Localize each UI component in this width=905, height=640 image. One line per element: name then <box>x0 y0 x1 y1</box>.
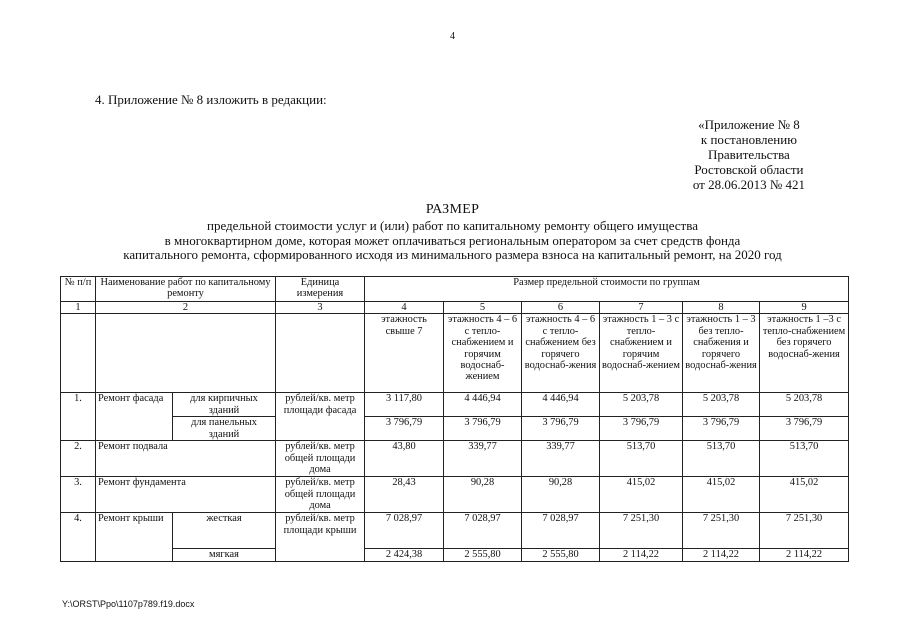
value-cell: 7 251,30 <box>683 513 760 549</box>
work-name: Ремонт фасада <box>96 393 173 441</box>
value-cell: 43,80 <box>365 441 444 477</box>
annex-line: «Приложение № 8 <box>698 117 800 132</box>
value-cell: 90,28 <box>522 477 600 513</box>
sub-type: для панельных зданий <box>173 417 276 441</box>
table-row <box>61 441 849 477</box>
group-description-row <box>61 314 849 393</box>
sub-type: для кирпичных зданий <box>173 393 276 417</box>
value-cell: 3 796,79 <box>760 417 849 441</box>
header-unit: Единица измерения <box>276 277 365 302</box>
column-number: 1 <box>61 302 96 314</box>
table-row <box>61 549 849 561</box>
document-subtitle <box>40 219 865 263</box>
value-cell: 415,02 <box>600 477 683 513</box>
value-cell: 7 251,30 <box>600 513 683 549</box>
row-number: 3. <box>61 477 96 513</box>
header-work-name: Наименование работ по капитальному ремонту <box>96 277 276 302</box>
column-number: 3 <box>276 302 365 314</box>
column-number: 9 <box>760 302 849 314</box>
value-cell: 513,70 <box>600 441 683 477</box>
work-name: Ремонт подвала <box>96 441 276 477</box>
group-description: этажность 1 –3 с тепло-снабжением без горячего водоснаб-жения <box>760 314 849 393</box>
value-cell: 513,70 <box>760 441 849 477</box>
column-number: 6 <box>522 302 600 314</box>
value-cell: 339,77 <box>444 441 522 477</box>
empty-cell <box>276 314 365 393</box>
group-description: этажность 4 – 6 с тепло-снабжением и горячим водоснаб-жением <box>444 314 522 393</box>
value-cell: 7 028,97 <box>444 513 522 549</box>
row-number: 2. <box>61 441 96 477</box>
unit: рублей/кв. метр общей площади дома <box>276 477 365 513</box>
group-description: этажность свыше 7 <box>365 314 444 393</box>
value-cell: 2 555,80 <box>522 549 600 561</box>
value-cell: 4 446,94 <box>522 393 600 417</box>
table-row <box>61 417 849 441</box>
value-cell: 3 117,80 <box>365 393 444 417</box>
value-cell: 2 114,22 <box>760 549 849 561</box>
value-cell: 3 796,79 <box>683 417 760 441</box>
value-cell: 513,70 <box>683 441 760 477</box>
group-description: этажность 1 – 3 без тепло-снабжения и горячего водоснаб-жения <box>683 314 760 393</box>
work-name: Ремонт крыши <box>96 513 173 561</box>
annex-line: к постановлению <box>700 132 797 147</box>
value-cell: 3 796,79 <box>444 417 522 441</box>
value-cell: 415,02 <box>683 477 760 513</box>
value-cell: 7 028,97 <box>365 513 444 549</box>
value-cell: 2 424,38 <box>365 549 444 561</box>
page-number: 4 <box>450 31 455 42</box>
group-description: этажность 4 – 6 с тепло-снабжением без горячего водоснаб-жения <box>522 314 600 393</box>
value-cell: 5 203,78 <box>683 393 760 417</box>
column-number: 8 <box>683 302 760 314</box>
annex-line: Ростовской области <box>694 162 804 177</box>
cost-table <box>60 276 849 562</box>
column-number: 4 <box>365 302 444 314</box>
sub-type: мягкая <box>173 549 276 561</box>
column-number-row <box>61 302 849 314</box>
unit: рублей/кв. метр площади крыши <box>276 513 365 561</box>
value-cell: 2 114,22 <box>683 549 760 561</box>
empty-cell <box>61 314 96 393</box>
value-cell: 3 796,79 <box>600 417 683 441</box>
value-cell: 2 114,22 <box>600 549 683 561</box>
unit: рублей/кв. метр площади фасада <box>276 393 365 441</box>
row-number: 1. <box>61 393 96 441</box>
value-cell: 90,28 <box>444 477 522 513</box>
empty-cell <box>96 314 276 393</box>
table-row <box>61 513 849 549</box>
subtitle-line: капитального ремонта, сформированного исходя из минимального размера взноса на капитальный ремонт, на 2020 год <box>123 247 782 262</box>
file-path-footer: Y:\ORST\Ppo\1107p789.f19.docx <box>62 599 195 609</box>
value-cell: 339,77 <box>522 441 600 477</box>
value-cell: 4 446,94 <box>444 393 522 417</box>
unit: рублей/кв. метр общей площади дома <box>276 441 365 477</box>
annex-reference <box>693 117 805 192</box>
column-number: 2 <box>96 302 276 314</box>
annex-line: Правительства <box>708 147 790 162</box>
work-name: Ремонт фундамента <box>96 477 276 513</box>
value-cell: 3 796,79 <box>365 417 444 441</box>
value-cell: 7 251,30 <box>760 513 849 549</box>
annex-line: от 28.06.2013 № 421 <box>692 177 805 192</box>
sub-type: жесткая <box>173 513 276 549</box>
subtitle-line: предельной стоимости услуг и (или) работ по капитальному ремонту общего имущества <box>207 218 698 233</box>
table-row <box>61 393 849 417</box>
document-title: РАЗМЕР <box>425 202 480 217</box>
value-cell: 5 203,78 <box>600 393 683 417</box>
column-number: 7 <box>600 302 683 314</box>
value-cell: 2 555,80 <box>444 549 522 561</box>
column-number: 5 <box>444 302 522 314</box>
header-groups: Размер предельной стоимости по группам <box>365 277 849 302</box>
value-cell: 5 203,78 <box>760 393 849 417</box>
group-description: этажность 1 – 3 с тепло-снабжением и горячим водоснаб-жением <box>600 314 683 393</box>
subtitle-line: в многоквартирном доме, которая может оплачиваться региональным оператором за счет средств фонда <box>164 232 741 248</box>
header-num: № п/п <box>61 277 96 302</box>
value-cell: 415,02 <box>760 477 849 513</box>
value-cell: 3 796,79 <box>522 417 600 441</box>
table-row <box>61 477 849 513</box>
row-number: 4. <box>61 513 96 561</box>
intro-text: 4. Приложение № 8 изложить в редакции: <box>95 92 327 107</box>
value-cell: 28,43 <box>365 477 444 513</box>
table-header-row <box>61 277 849 302</box>
value-cell: 7 028,97 <box>522 513 600 549</box>
